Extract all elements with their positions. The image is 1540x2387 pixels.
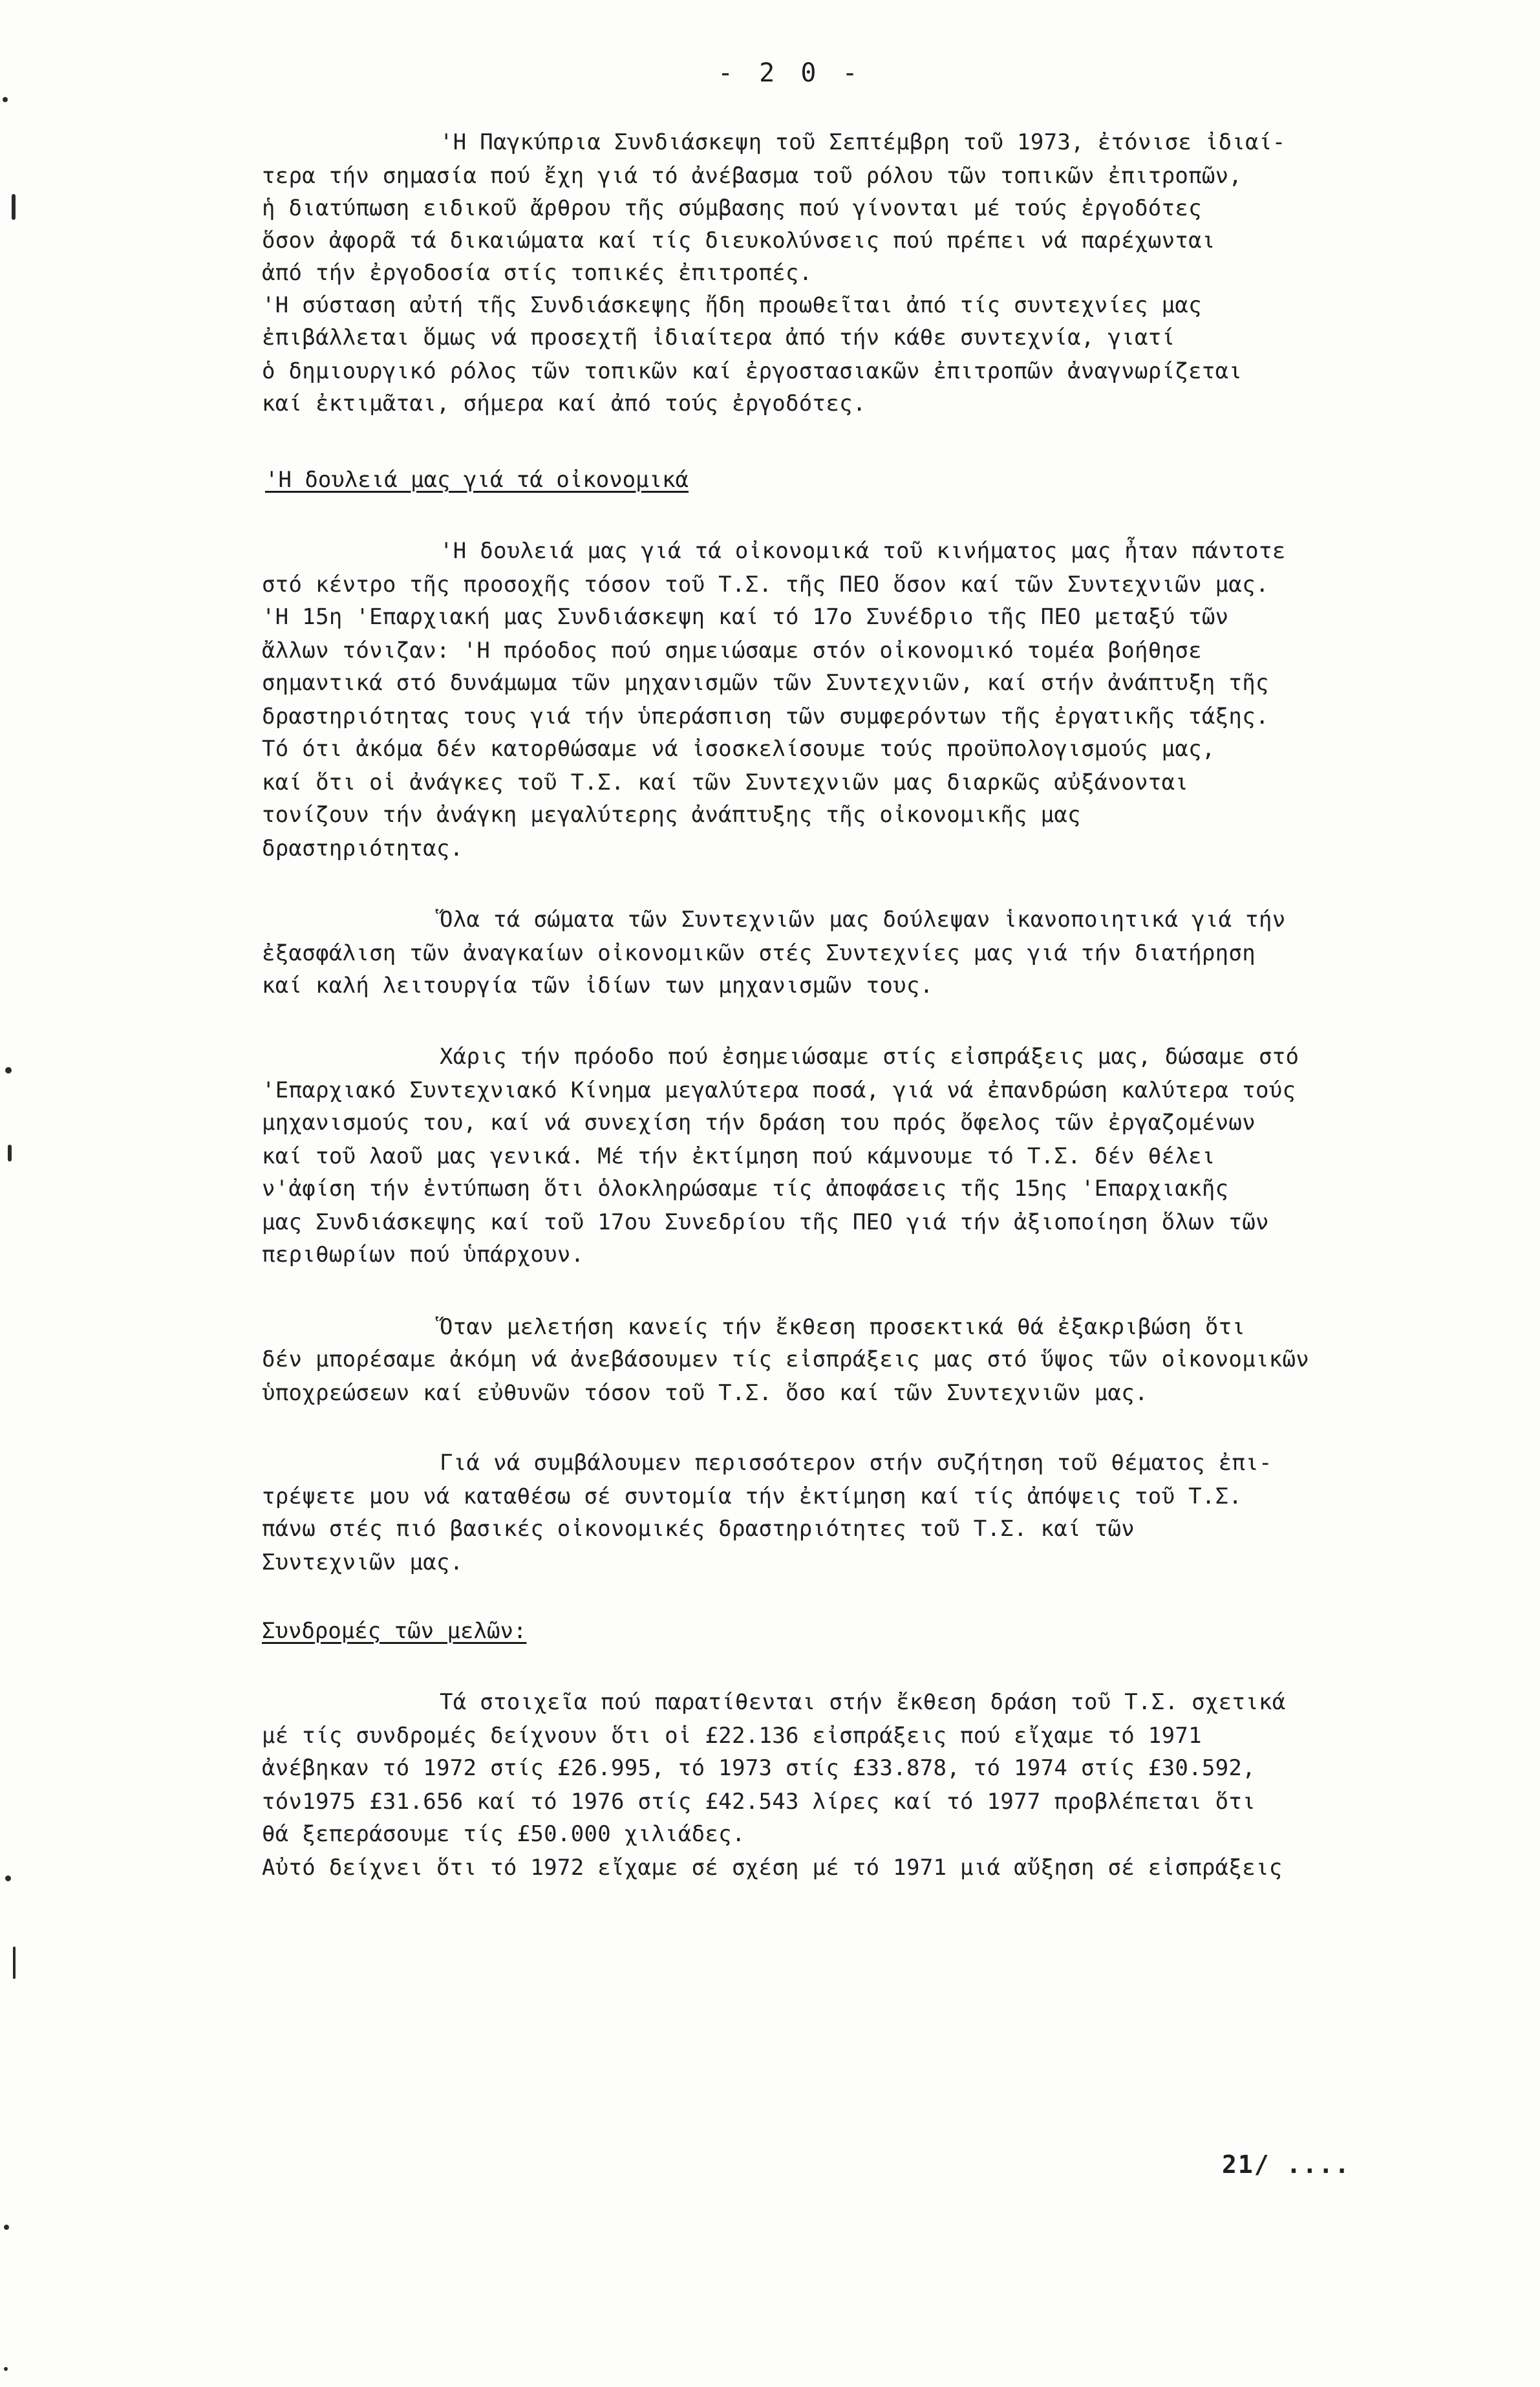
scan-speck — [12, 194, 16, 220]
text-line: 'Η δουλειά μας γιά τά οἰκονομικά τοῦ κινήματος μας ἦταν πάντοτε — [440, 538, 1286, 564]
text-line: 'Επαρχιακό Συντεχνιακό Κίνημα μεγαλύτερα ποσά, γιά νά ἐπανδρώση καλύτερα τούς — [262, 1077, 1296, 1103]
text-line: τερα τήν σημασία πού ἔχη γιά τό ἀνέβασμα τοῦ ρόλου τῶν τοπικῶν ἐπιτροπῶν, — [262, 163, 1243, 189]
text-line: καί καλή λειτουργία τῶν ἰδίων των μηχανισμῶν τους. — [262, 973, 934, 999]
text-line: ν'ἀφίση τήν ἐντύπωση ὅτι ὁλοκληρώσαμε τίς ἀποφάσεις τῆς 15ης 'Επαρχιακῆς — [262, 1176, 1229, 1202]
scan-speck — [13, 1947, 16, 1979]
scan-edge-marks — [0, 0, 39, 2387]
text-line: Ὅλα τά σώματα τῶν Συντεχνιῶν μας δούλεψαν ἱκανοποιητικά γιά τήν — [440, 907, 1286, 933]
scan-speck — [4, 2367, 8, 2371]
text-line: τόν1975 £31.656 καί τό 1976 στίς £42.543 λίρες καί τό 1977 προβλέπεται ὅτι — [262, 1789, 1256, 1815]
scan-speck — [5, 1067, 12, 1074]
text-line: τρέψετε μου νά καταθέσω σέ συντομία τήν ἐκτίμηση καί τίς ἀπόψεις τοῦ Τ.Σ. — [262, 1484, 1243, 1509]
text-line: μέ τίς συνδρομές δείχνουν ὅτι οἱ £22.136 εἰσπράξεις πού εἴχαμε τό 1971 — [262, 1723, 1202, 1749]
text-line: Τά στοιχεῖα πού παρατίθενται στήν ἔκθεση δράση τοῦ Τ.Σ. σχετικά — [440, 1689, 1286, 1715]
continuation-marker: 21/ .... — [1222, 2150, 1351, 2179]
text-line: καί τοῦ λαοῦ μας γενικά. Μέ τήν ἐκτίμηση πού κάμνουμε τό Τ.Σ. δέν θέλει — [262, 1143, 1215, 1169]
text-line: καί ἐκτιμᾶται, σήμερα καί ἀπό τούς ἐργοδότες. — [262, 391, 866, 416]
text-line: Ὅταν μελετήση κανείς τήν ἔκθεση προσεκτικά θά ἐξακριβώση ὅτι — [440, 1314, 1246, 1340]
text-line: στό κέντρο τῆς προσοχῆς τόσον τοῦ Τ.Σ. τῆς ΠΕΟ ὅσον καί τῶν Συντεχνιῶν μας. — [262, 572, 1269, 598]
text-line: 'Η Παγκύπρια Συνδιάσκεψη τοῦ Σεπτέμβρη τοῦ 1973, ἐτόνισε ἰδιαί- — [440, 129, 1286, 155]
text-line: δραστηριότητας τους γιά τήν ὑπεράσπιση τῶν συμφερόντων τῆς ἐργατικῆς τάξης. — [262, 704, 1269, 729]
text-line: Τό ότι ἀκόμα δέν κατορθώσαμε νά ἰσοσκελίσουμε τούς προϋπολογισμούς μας, — [262, 736, 1215, 762]
text-line: Χάρις τήν πρόοδο πού ἐσημειώσαμε στίς εἰσπράξεις μας, δώσαμε στό — [440, 1044, 1299, 1070]
page-number: - 2 0 - — [718, 58, 863, 88]
text-line: δραστηριότητας. — [262, 836, 464, 861]
text-line: ὁ δημιουργικό ρόλος τῶν τοπικῶν καί ἐργοστασιακῶν ἐπιτροπῶν ἀναγνωρίζεται — [262, 358, 1243, 384]
text-line: ἐξασφάλιση τῶν ἀναγκαίων οἰκονομικῶν στές Συντεχνίες μας γιά τήν διατήρηση — [262, 940, 1256, 966]
text-line: ἡ διατύπωση ειδικοῦ ἄρθρου τῆς σύμβασης πού γίνονται μέ τούς ἐργοδότες — [262, 195, 1202, 221]
text-line: ὑποχρεώσεων καί εὐθυνῶν τόσον τοῦ Τ.Σ. ὅσο καί τῶν Συντεχνιῶν μας. — [262, 1380, 1148, 1406]
text-line: 'Η 15η 'Επαρχιακή μας Συνδιάσκεψη καί τό 17ο Συνέδριο τῆς ΠΕΟ μεταξύ τῶν — [262, 604, 1229, 630]
text-line: περιθωρίων πού ὑπάρχουν. — [262, 1242, 584, 1268]
section-heading: Συνδρομές τῶν μελῶν: — [262, 1618, 527, 1644]
text-line: ἐπιβάλλεται ὅμως νά προσεχτῆ ἰδιαίτερα ἀπό τήν κάθε συντεχνία, γιατί — [262, 325, 1175, 351]
text-line: τονίζουν τήν ἀνάγκη μεγαλύτερης ἀνάπτυξης τῆς οἰκονομικῆς μας — [262, 802, 1081, 828]
text-line: ἀπό τήν ἐργοδοσία στίς τοπικές ἐπιτροπές. — [262, 260, 813, 286]
scan-speck — [5, 1875, 11, 1881]
section-heading: 'Η δουλειά μας γιά τά οἰκονομικά — [265, 467, 689, 493]
text-line: μας Συνδιάσκεψης καί τοῦ 17ου Συνεδρίου τῆς ΠΕΟ γιά τήν ἀξιοποίηση ὅλων τῶν — [262, 1209, 1269, 1235]
text-line: Αὐτό δείχνει ὅτι τό 1972 εἴχαμε σέ σχέση μέ τό 1971 μιά αὔξηση σέ εἰσπράξεις — [262, 1855, 1283, 1881]
scan-speck — [3, 97, 8, 102]
text-line: σημαντικά στό δυνάμωμα τῶν μηχανισμῶν τῶν Συντεχνιῶν, καί στήν ἀνάπτυξη τῆς — [262, 670, 1269, 696]
text-line: δέν μπορέσαμε ἀκόμη νά ἀνεβάσουμεν τίς εἰσπράξεις μας στό ὕψος τῶν οἰκονομικῶν — [262, 1346, 1310, 1372]
text-line: πάνω στές πιό βασικές οἰκονομικές δραστηριότητες τοῦ Τ.Σ. καί τῶν — [262, 1516, 1135, 1542]
text-line: καί ὅτι οἱ ἀνάγκες τοῦ Τ.Σ. καί τῶν Συντεχνιῶν μας διαρκῶς αὐξάνονται — [262, 770, 1189, 795]
text-line: ἄλλων τόνιζαν: 'Η πρόοδος πού σημειώσαμε στόν οἰκονομικό τομέα βοήθησε — [262, 638, 1202, 664]
text-line: μηχανισμούς του, καί νά συνεχίση τήν δράση του πρός ὄφελος τῶν ἐργαζομένων — [262, 1110, 1256, 1136]
text-line: ὅσον ἀφορᾶ τά δικαιώματα καί τίς διευκολύνσεις πού πρέπει νά παρέχωνται — [262, 228, 1215, 254]
text-line: θά ξεπεράσουμε τίς £50.000 χιλιάδες. — [262, 1821, 745, 1847]
text-line: Συντεχνιῶν μας. — [262, 1550, 464, 1575]
text-line: 'Η σύσταση αὐτή τῆς Συνδιάσκεψης ἤδη προωθεῖται ἀπό τίς συντεχνίες μας — [262, 292, 1202, 318]
scan-speck — [8, 1145, 12, 1161]
scan-speck — [4, 2225, 9, 2230]
text-line: ἀνέβηκαν τό 1972 στίς £26.995, τό 1973 στίς £33.878, τό 1974 στίς £30.592, — [262, 1755, 1256, 1781]
text-line: Γιά νά συμβάλουμεν περισσότερον στήν συζήτηση τοῦ θέματος ἐπι- — [440, 1450, 1272, 1476]
